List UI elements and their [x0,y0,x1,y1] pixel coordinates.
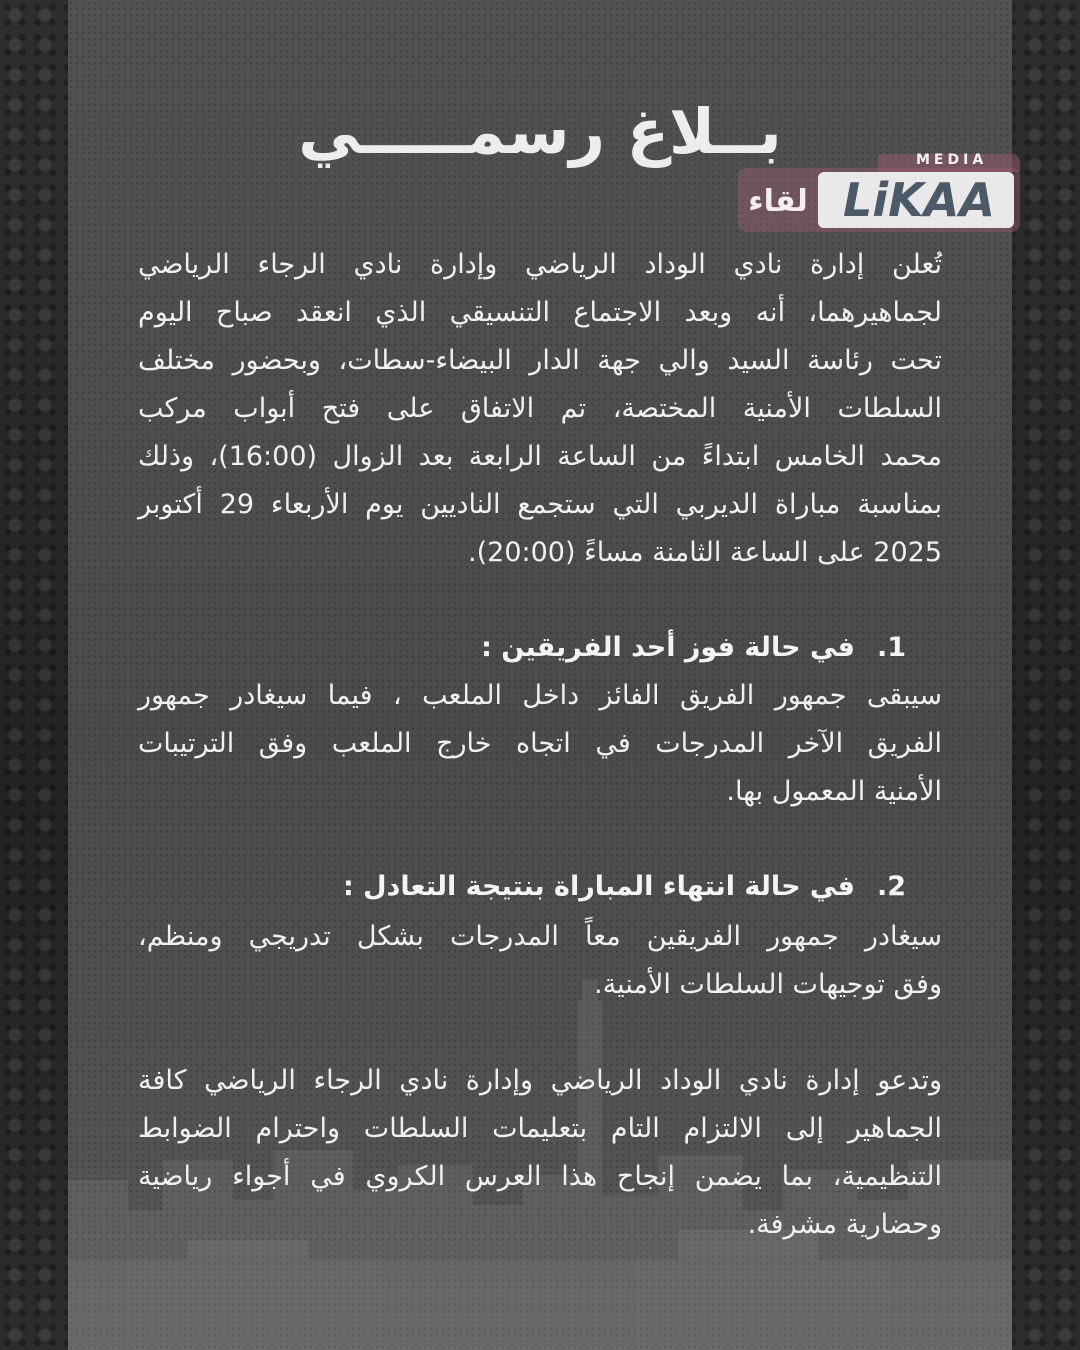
section-2-line: سيغادر جمهور الفريقين معاً المدرجات بشكل تدريجي ومنظم، [138,921,942,952]
section-2-line: وفق توجيهات السلطات الأمنية. [594,969,942,1000]
intro-line: محمد الخامس ابتداءً من الساعة الرابعة بعد الزوال (16:00)، وذلك [138,441,943,472]
section-1-number: 1. [876,632,906,663]
closing-line: الجماهير إلى الالتزام التام بتعليمات السلطات واحترام الضوابط [138,1113,942,1144]
closing-line: وتدعو إدارة نادي الوداد الرياضي وإدارة نادي الرجاء الرياضي كافة [138,1065,942,1096]
section-1-line: الأمنية المعمول بها. [726,776,942,807]
section-1-line: سيبقى جمهور الفريق الفائز داخل الملعب ، فيما سيغادر جمهور [138,680,942,711]
section-1-title: في حالة فوز أحد الفريقين : [481,632,855,663]
logo-arabic-text: لقاء [748,184,808,219]
closing-line: وحضارية مشرفة. [747,1209,942,1240]
communique-body [138,0,942,1350]
logo-latin-text: LiKAA [843,173,995,227]
intro-line: بمناسبة مباراة الديربي التي ستجمع الناديين يوم الأربعاء 29 أكتوبر [138,489,942,520]
logo-media-text: MEDIA [916,152,988,168]
intro-line: لجماهيرهما، أنه وبعد الاجتماع التنسيقي الذي انعقد صباح اليوم [138,297,942,328]
section-2-paragraph [138,913,942,1009]
intro-line: 2025 على الساعة الثامنة مساءً (20:00). [468,537,942,568]
intro-line: تُعلن إدارة نادي الوداد الرياضي وإدارة نادي الرجاء الرياضي [138,249,942,280]
closing-line: التنظيمية، بما يضمن إنجاح هذا العرس الكروي في أجواء رياضية [138,1161,942,1192]
intro-line: تحت رئاسة السيد والي جهة الدار البيضاء-سطات، وبحضور مختلف [138,345,942,376]
page-title: بــلاغ رسمـــــي [298,95,782,168]
closing-paragraph [138,1057,942,1249]
section-2-heading [138,863,942,911]
section-2-title: في حالة انتهاء المباراة بنتيجة التعادل : [342,871,855,902]
intro-line: السلطات الأمنية المختصة، تم الاتفاق على فتح أبواب مركب [138,393,942,424]
section-1-line: الفريق الآخر المدرجات في اتجاه خارج الملعب وفق الترتيبات [138,728,942,759]
section-1-heading [138,624,942,672]
intro-paragraph [138,241,942,577]
section-2-number: 2. [876,871,906,902]
section-1-paragraph [138,672,942,816]
